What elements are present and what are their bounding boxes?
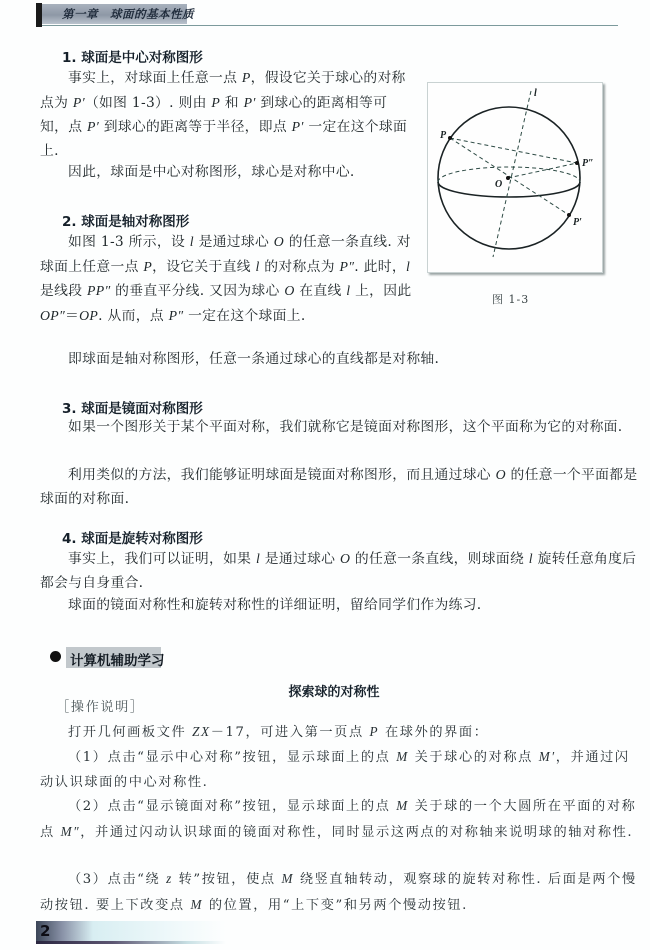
label-P-prime: P′ [573, 217, 582, 228]
computer-aided-tag: 计算机辅助学习 [70, 653, 165, 669]
section-2-heading: 2. 球面是轴对称图形 [62, 214, 190, 230]
activity-para-3: （2）点击“显示镜面对称”按钮，显示球面上的点 M 关于球的一个大圆所在平面的对称点 M″，并通过闪动认识球面的镜面对称性，同时显示这两点的对称轴来说明球的轴对称性. [40, 798, 637, 840]
section-3-para-2: 利用类似的方法，我们能够证明球面是镜面对称图形，而且通过球心 O 的任意一个平面都是球面的对称面. [40, 467, 638, 507]
footer-rule [36, 941, 226, 944]
header-rule [42, 25, 618, 26]
section-2-para-2: 即球面是轴对称图形，任意一条通过球心的直线都是对称轴. [68, 351, 440, 367]
math-symbol: P′ [72, 94, 85, 110]
math-symbol: M′ [538, 749, 556, 764]
math-symbol: M [396, 798, 409, 813]
section-2-para-1: 如图 1-3 所示，设 l 是通过球心 O 的任意一条直线. 对球面上任意一点 P，设它关于直线 l 的对称点为 P″. 此时，l 是线段 PP″ 的垂直平分线. 又因为球心 O 在直线 l 上，因此 OP″＝OP. 从而，点 P″ 一定在这个球面上. [40, 234, 412, 324]
chapter-title: 第一章 球面的基本性质 [62, 7, 194, 21]
math-symbol: l [528, 551, 533, 566]
label-P: P [440, 130, 447, 141]
math-symbol: P″ [168, 307, 184, 323]
operation-label: ［操作说明］ [56, 700, 145, 715]
activity-para-2: （1）点击“显示中心对称”按钮，显示球面上的点 M 关于球心的对称点 M′，并通过闪动认识球面的中心对称性. [40, 749, 630, 790]
activity-title: 探索球的对称性 [288, 685, 380, 700]
page-number: 2 [40, 922, 51, 940]
math-symbol: OP [79, 307, 99, 323]
footer-band [36, 921, 226, 943]
math-symbol: M″ [60, 823, 81, 839]
math-symbol: P′ [291, 119, 304, 135]
math-symbol: P′ [86, 119, 100, 135]
math-symbol: P′ [243, 94, 256, 110]
math-symbol: P [143, 258, 153, 274]
section-1-para-1: 事实上，对球面上任意一点 P，假设它关于球心的对称点为 P′（如图 1-3）. 则由 P 和 P′ 到球心的距离相等可知，点 P′ 到球心的距离等于半径，即点 P′ 一定在这个球面上. [40, 70, 408, 159]
section-4-para-1: 事实上，我们可以证明，如果 l 是通过球心 O 的任意一条直线，则球面绕 l 旋转任意角度后都会与自身重合. [40, 551, 637, 591]
math-symbol: l [255, 551, 261, 566]
math-symbol: M [396, 749, 409, 764]
label-l: l [534, 88, 537, 99]
label-O: O [495, 179, 503, 190]
math-symbol: P″ [339, 258, 355, 274]
activity-para-1: 打开几何画板文件 ZX－17，可进入第一页点 P 在球外的界面： [68, 724, 489, 740]
activity-para-4: （3）点击“绕 z 转”按钮，使点 M 绕竖直轴转动，观察球的旋转对称性. 后面是两个慢动按钮. 要上下改变点 M 的位置，用“上下变”和另两个慢动按钮. [40, 871, 637, 913]
section-3-para-1: 如果一个图形关于某个平面对称，我们就称它是镜面对称图形，这个平面称为它的对称面. [68, 419, 623, 435]
sphere-diagram [428, 83, 602, 272]
math-symbol: O [284, 283, 295, 299]
math-symbol: l [405, 258, 411, 274]
math-symbol: z [166, 871, 173, 886]
figure-caption: 图 1-3 [492, 293, 530, 306]
label-P-double-prime: P″ [582, 158, 594, 169]
math-symbol: P [211, 94, 221, 110]
math-symbol: M [190, 896, 204, 912]
math-symbol: OP″ [40, 307, 66, 323]
math-symbol: O [273, 234, 285, 249]
math-symbol: O [339, 551, 351, 566]
section-3-heading: 3. 球面是镜面对称图形 [62, 401, 203, 417]
figure-1-3 [427, 82, 603, 273]
math-symbol: PP″ [86, 283, 111, 299]
math-symbol: l [346, 283, 351, 299]
math-symbol: ZX [192, 724, 211, 739]
section-4-heading: 4. 球面是旋转对称图形 [62, 531, 203, 547]
section-1-para-2: 因此，球面是中心对称图形，球心是对称中心. [68, 164, 355, 180]
math-symbol: P [241, 70, 251, 85]
math-symbol: P [369, 724, 380, 739]
section-4-para-2: 球面的镜面对称性和旋转对称性的详细证明，留给同学们作为练习. [68, 597, 482, 613]
math-symbol: O [495, 467, 506, 482]
bullet-icon [50, 651, 61, 662]
math-symbol: l [255, 258, 260, 274]
math-symbol: M [281, 871, 295, 886]
section-1-heading: 1. 球面是中心对称图形 [62, 50, 203, 66]
math-symbol: l [189, 234, 194, 249]
